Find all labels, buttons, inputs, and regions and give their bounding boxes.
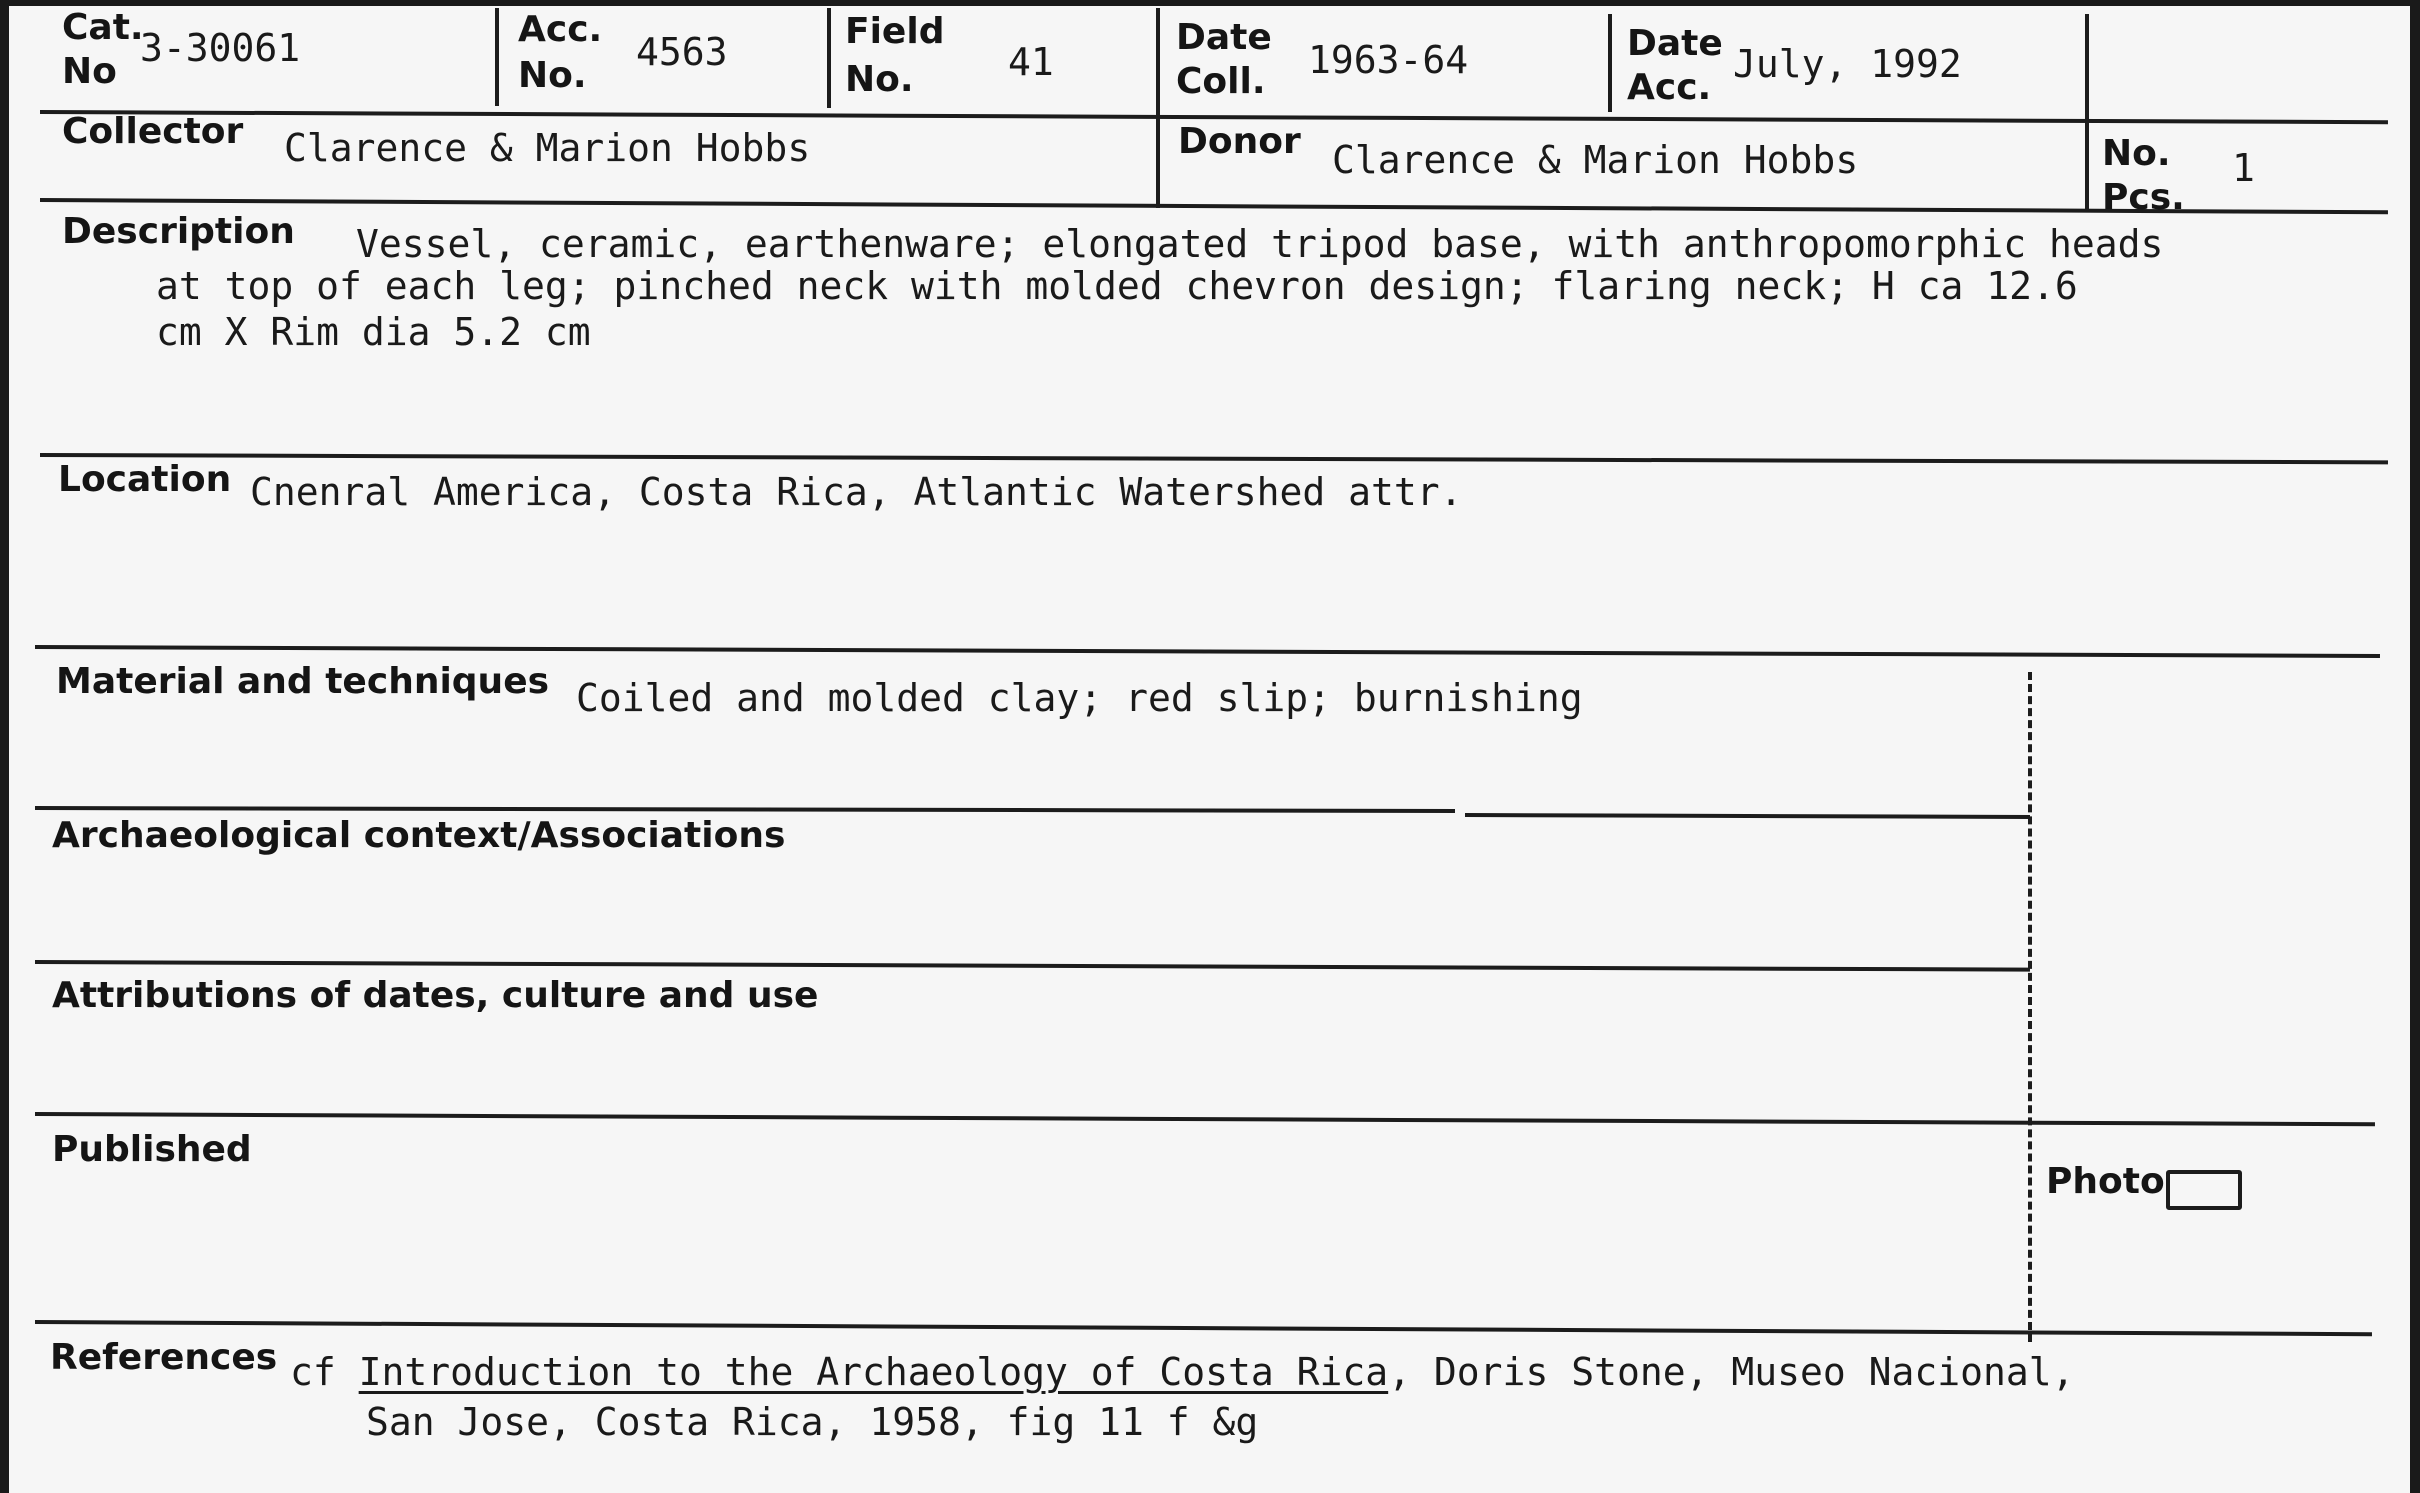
description-line-2: at top of each leg; pinched neck with molded chevron design; flaring neck; H ca 12.6 [156,264,2078,308]
cat-no-label-2: No [62,51,117,92]
date-acc-value: July, 1992 [1733,42,1962,86]
photo-column-divider [2028,672,2032,1342]
references-book-title: Introduction to the Archaeology of Costa Rica [358,1350,1389,1394]
donor-label: Donor [1178,121,1301,162]
donor-value: Clarence & Marion Hobbs [1332,138,1859,182]
location-label: Location [58,459,232,500]
archaeological-divider [35,960,2030,972]
row2-divider [40,198,2388,214]
location-divider [35,645,2380,658]
acc-no-label-1: Acc. [518,9,603,50]
photo-checkbox[interactable] [2166,1170,2242,1210]
pcs-value: 1 [2232,146,2255,190]
photo-label: Photo [2046,1161,2165,1202]
material-divider-left [35,806,1455,813]
pcs-label-1: No. [2102,133,2171,174]
attributions-divider [35,1112,2375,1126]
header-sep-3 [1156,8,1160,208]
cat-no-label-1: Cat. [62,7,144,48]
collector-label: Collector [62,111,244,152]
references-prefix: cf [290,1350,336,1394]
material-divider-right [1465,813,2030,819]
pcs-label-2: Pcs. [2102,177,2185,218]
cat-no-value: 3-30061 [140,26,301,70]
header-sep-2 [827,8,831,108]
material-value: Coiled and molded clay; red slip; burnishing [576,676,1583,720]
field-no-label-1: Field [845,11,945,52]
description-divider [40,453,2388,464]
header-sep-4 [1608,14,1612,112]
date-coll-label-2: Coll. [1176,61,1266,102]
card-left-edge [0,0,9,1493]
description-line-3: cm X Rim dia 5.2 cm [156,310,591,354]
card-top-edge [0,0,2420,6]
date-acc-label-2: Acc. [1627,67,1712,108]
date-coll-label-1: Date [1176,17,1272,58]
description-line-1: Vessel, ceramic, earthenware; elongated tripod base, with anthropomorphic heads [356,222,2164,266]
references-line-2: San Jose, Costa Rica, 1958, fig 11 f &g [366,1400,1259,1444]
collector-value: Clarence & Marion Hobbs [284,126,811,170]
material-label: Material and techniques [56,661,550,702]
acc-no-value: 4563 [636,30,728,74]
field-no-label-2: No. [845,59,914,100]
references-line-1 [290,1348,2075,1396]
location-value: Cnenral America, Costa Rica, Atlantic Watershed attr. [250,470,1463,514]
header-sep-1 [495,8,499,106]
date-coll-value: 1963-64 [1308,38,1469,82]
date-acc-label-1: Date [1627,23,1723,64]
published-label: Published [52,1129,252,1170]
attributions-label: Attributions of dates, culture and use [52,975,819,1016]
card-right-edge [2410,0,2420,1493]
published-divider [35,1320,2372,1336]
references-label: References [50,1337,278,1378]
references-line-1-rest: , Doris Stone, Museo Nacional, [1388,1350,2075,1394]
field-no-value: 41 [1008,40,1054,84]
description-label: Description [62,211,295,252]
header-sep-5 [2085,14,2089,210]
archaeological-context-label: Archaeological context/Associations [52,815,786,856]
acc-no-label-2: No. [518,55,587,96]
